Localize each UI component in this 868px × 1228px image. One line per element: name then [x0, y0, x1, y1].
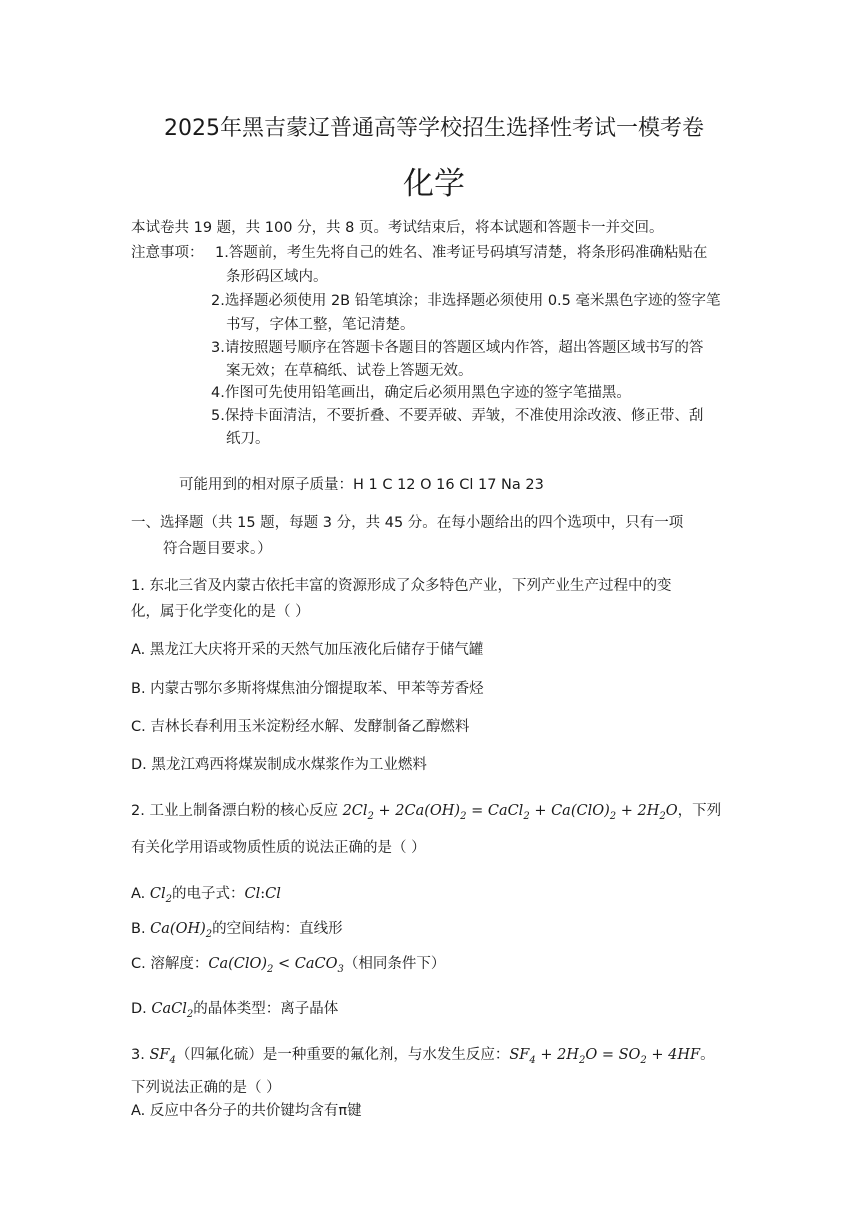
- notes-label: 注意事项：: [131, 245, 204, 261]
- q1-option-c: C. 吉林长春利用玉米淀粉经水解、发酵制备乙醇燃料: [131, 719, 470, 735]
- q2-option-b-text: 的空间结构：直线形: [212, 921, 343, 937]
- q2-option-b: [131, 919, 343, 945]
- q2-stem-line-1: [131, 801, 721, 827]
- note-1-line-2: 条形码区域内。: [226, 269, 328, 285]
- q2-option-c-formula: $Ca(ClO)_2$ < CaCO$_3$: [208, 956, 344, 975]
- note-4: 4.作图可先使用铅笔画出，确定后必须用黑色字迹的签字笔描黑。: [211, 385, 631, 401]
- q2-option-d-text: 的晶体类型：离子晶体: [193, 1001, 339, 1017]
- q2-option-b-prefix: B.: [131, 921, 146, 937]
- q3-stem-end: 。: [700, 1047, 715, 1063]
- q1-option-d: D. 黑龙江鸡西将煤炭制成水煤浆作为工业燃料: [131, 757, 427, 773]
- atomic-masses: 可能用到的相对原子质量：H 1 C 12 O 16 Cl 17 Na 23: [179, 477, 544, 493]
- q2-option-a-electron-formula: Cl:Cl: [244, 886, 281, 902]
- q2-option-a-prefix: A.: [131, 886, 146, 902]
- note-5-line-1: 5.保持卡面清洁，不要折叠、不要弄破、弄皱，不准使用涂改液、修正带、刮: [211, 408, 704, 424]
- exam-summary: 本试卷共 19 题，共 100 分，共 8 页。考试结束后，将本试题和答题卡一并交回。: [131, 220, 664, 236]
- section-1-heading: 一、选择题（共 15 题，每题 3 分，共 45 分。在每小题给出的四个选项中，只有一项: [131, 515, 684, 531]
- note-3-line-1: 3.请按照题号顺序在答题卡各题目的答题区域内作答，超出答题区域书写的答: [211, 340, 704, 356]
- q2-option-a: [131, 884, 281, 910]
- section-1-heading-cont: 符合题目要求。）: [163, 541, 272, 557]
- q2-stem-line-2: 有关化学用语或物质性质的说法正确的是（ ）: [131, 840, 426, 856]
- q2-option-c-text: （相同条件下）: [343, 956, 446, 972]
- exam-title: 2025年黑吉蒙辽普通高等学校招生选择性考试一模考卷: [164, 116, 704, 141]
- q2-option-d: [131, 999, 338, 1025]
- q3-stem-text: （四氟化硫）是一种重要的氟化剂，与水发生反应：: [175, 1047, 510, 1063]
- q3-reaction-equation: $SF_4 + 2H_2O = SO_2 + 4HF$: [509, 1047, 701, 1066]
- q2-option-c: [131, 954, 445, 980]
- note-2-line-2: 书写，字体工整，笔记清楚。: [226, 317, 415, 333]
- q3-stem-line-1: [131, 1045, 715, 1071]
- q2-option-d-prefix: D.: [131, 1001, 147, 1017]
- q3-formula-sf4: $SF_4$: [149, 1047, 176, 1066]
- subject-title: 化学: [403, 166, 465, 202]
- note-3-line-2: 案无效；在草稿纸、试卷上答题无效。: [226, 363, 473, 379]
- q2-option-a-text: 的电子式：: [172, 886, 245, 902]
- q2-option-c-prefix: C. 溶解度：: [131, 956, 209, 972]
- note-1-line-1: 1.答题前，考生先将自己的姓名、准考证号码填写清楚，将条形码准确粘贴在: [215, 245, 708, 261]
- q2-stem-pre: 2. 工业上制备漂白粉的核心反应: [131, 803, 338, 819]
- q1-option-b: B. 内蒙古鄂尔多斯将煤焦油分馏提取苯、甲苯等芳香烃: [131, 681, 484, 697]
- q2-option-b-formula: $Ca(OH)_2$: [150, 921, 213, 940]
- q2-option-a-formula: $Cl_2$: [149, 886, 172, 905]
- note-2-line-1: 2.选择题必须使用 2B 铅笔填涂；非选择题必须使用 0.5 毫米黑色字迹的签字笔: [211, 293, 721, 309]
- q2-stem-post: ，下列: [677, 803, 722, 819]
- q2-reaction-equation: $2Cl_2 + 2Ca(OH)_2$ = CaCl$_2$ + $Ca(ClO)_2 + 2H_2O$: [342, 803, 678, 822]
- q2-option-d-formula: CaCl$_2$: [151, 1001, 194, 1020]
- q1-stem-line-2: 化，属于化学变化的是（ ）: [131, 604, 310, 620]
- q3-option-a: A. 反应中各分子的共价键均含有π键: [131, 1103, 362, 1119]
- note-5-line-2: 纸刀。: [226, 431, 270, 447]
- q3-stem-line-2: 下列说法正确的是（ ）: [131, 1080, 281, 1096]
- q1-option-a: A. 黑龙江大庆将开采的天然气加压液化后储存于储气罐: [131, 642, 484, 658]
- q3-number: 3.: [131, 1047, 145, 1063]
- q1-stem-line-1: 1. 东北三省及内蒙古依托丰富的资源形成了众多特色产业，下列产业生产过程中的变: [131, 578, 672, 594]
